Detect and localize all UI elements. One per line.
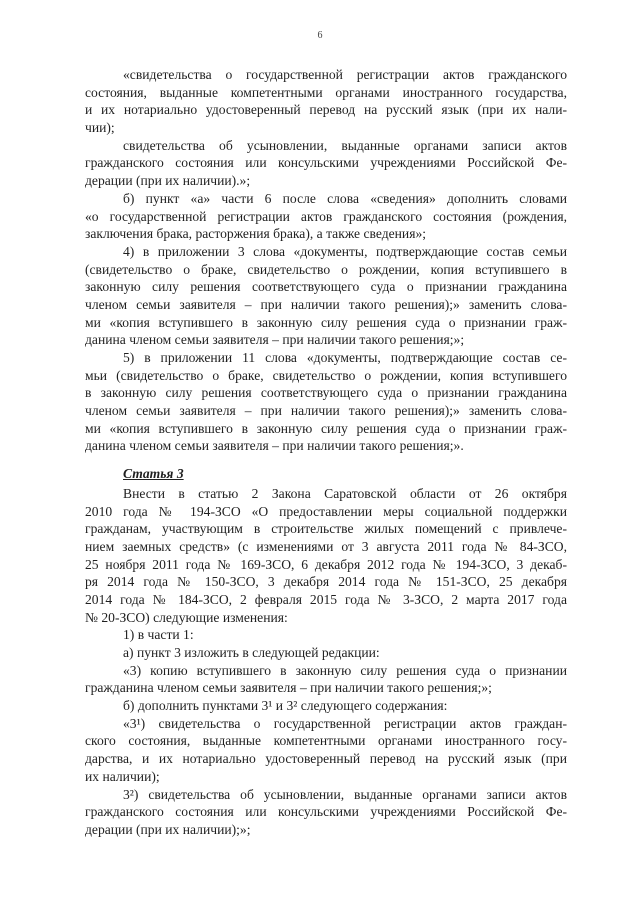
text-line: гражданского состояния или консульскими учреждениями Российской Фе- xyxy=(85,804,567,820)
text-line: дарства, и их нотариально удостоверенный перевод на русский язык (при xyxy=(85,751,567,767)
text-line: б) дополнить пунктами 3¹ и 3² следующего содержания: xyxy=(123,698,448,714)
text-line: членом семьи заявителя – при наличии такого решения);» заменить слова- xyxy=(85,296,567,312)
text-line: ми «копия вступившего в законную силу решения суда о признании граж- xyxy=(85,420,567,436)
text-line: мьи (свидетельство о браке, свидетельство о рождении, копия вступившего xyxy=(85,367,567,383)
text-line: и их нотариально удостоверенный перевод на русский язык (при их нали- xyxy=(85,102,567,118)
text-line: в законную силу решения соответствующего суда о признании гражданина xyxy=(85,385,567,401)
text-line: членом семьи заявителя – при наличии такого решения);» заменить слова- xyxy=(85,403,567,419)
text-line: чии); xyxy=(85,120,115,136)
text-line: 3²) свидетельства об усыновлении, выданные органами записи актов xyxy=(123,786,567,802)
page-number: 6 xyxy=(317,30,323,41)
text-line: нием заемных средств» (с изменениями от 3 августа 2011 года № 84-ЗСО, xyxy=(85,538,567,554)
text-line: гражданского состояния или консульскими учреждениями Российской Фе- xyxy=(85,155,567,171)
text-line: 4) в приложении 3 слова «документы, подтверждающие состав семьи xyxy=(123,243,567,259)
text-line: данина членом семьи заявителя – при наличии такого решения;». xyxy=(85,438,464,454)
text-line: гражданина членом семьи заявителя – при наличии такого решения;»; xyxy=(85,680,492,696)
text-line: заключения брака, расторжения брака), а также сведения»; xyxy=(85,226,427,242)
text-line: Внести в статью 2 Закона Саратовской области от 26 октября xyxy=(123,485,567,501)
text-line: дерации (при их наличии);»; xyxy=(85,821,251,837)
text-line: б) пункт «а» части 6 после слова «сведения» дополнить словами xyxy=(123,190,567,206)
text-line: ря 2014 года № 150-ЗСО, 3 декабря 2014 года № 151-ЗСО, 25 декабря xyxy=(85,574,567,590)
text-line: данина членом семьи заявителя – при наличии такого решения;»; xyxy=(85,332,465,348)
text-line: № 20-ЗСО) следующие изменения: xyxy=(85,609,288,625)
document-body xyxy=(85,66,567,839)
text-line: 1) в части 1: xyxy=(123,627,194,643)
text-line: 2010 года № 194-ЗСО «О предоставлении меры социальной поддержки xyxy=(85,503,567,519)
article-heading: Статья 3 xyxy=(123,466,184,482)
text-line: законную силу решения соответствующего суда о признании гражданина xyxy=(85,279,567,295)
text-line: «о государственной регистрации актов гражданского состояния (рождения, xyxy=(85,208,567,224)
text-line: «свидетельства о государственной регистрации актов гражданского xyxy=(123,67,567,82)
text-line: а) пункт 3 изложить в следующей редакции: xyxy=(123,645,380,660)
text-line: состояния, выданные компетентными органами иностранного государства, xyxy=(85,84,567,100)
text-line: 5) в приложении 11 слова «документы, подтверждающие состав се- xyxy=(123,350,567,365)
document-part-1 xyxy=(85,66,567,455)
text-line: свидетельства об усыновлении, выданные органами записи актов xyxy=(123,137,567,153)
text-line: гражданам, участвующим в строительстве жилых помещений с привлече- xyxy=(85,521,567,537)
text-line: «3¹) свидетельства о государственной регистрации актов граждан- xyxy=(123,715,567,731)
text-line: их наличии); xyxy=(85,768,160,784)
text-line: ми «копия вступившего в законную силу решения суда о признании граж- xyxy=(85,314,567,330)
text-line: 25 ноября 2011 года № 169-ЗСО, 6 декабря 2012 года № 194-ЗСО, 3 декаб- xyxy=(85,556,567,572)
text-line: (свидетельство о браке, свидетельство о рождении, копия вступившего в xyxy=(85,261,567,277)
text-line: 2014 года № 184-ЗСО, 2 февраля 2015 года № 3-ЗСО, 2 марта 2017 года xyxy=(85,591,567,607)
text-line: дерации (при их наличии).»; xyxy=(85,173,251,189)
document-part-2 xyxy=(85,485,567,839)
text-line: ского состояния, выданные компетентными органами иностранного госу- xyxy=(85,733,567,749)
text-line: «3) копию вступившего в законную силу решения суда о признании xyxy=(123,662,567,678)
